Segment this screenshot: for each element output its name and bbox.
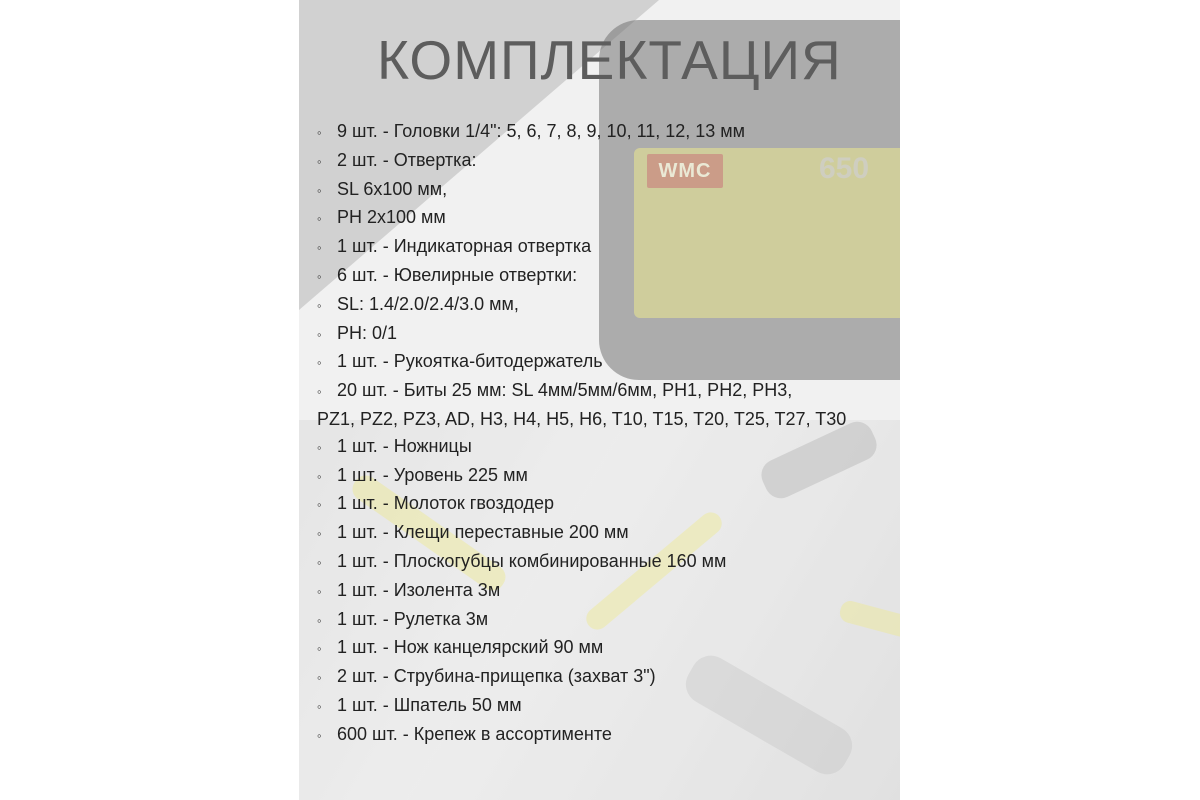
list-item-text: 1 шт. - Изолента 3м [337, 579, 501, 600]
bullet-icon: ◦ [317, 153, 322, 169]
list-item [317, 147, 897, 176]
list-item-text: 6 шт. - Ювелирные отвертки: [337, 264, 578, 285]
brand-logo: WMC [647, 154, 723, 188]
list-item [317, 320, 897, 349]
list-item [317, 233, 897, 262]
list-item [317, 490, 897, 519]
list-item [317, 721, 897, 750]
list-item-text: 600 шт. - Крепеж в ассортименте [337, 723, 612, 744]
list-item-text: SL 6х100 мм, [337, 178, 448, 199]
bullet-icon: ◦ [317, 727, 322, 743]
bullet-icon: ◦ [317, 670, 322, 686]
list-item [317, 262, 897, 291]
list-item [317, 519, 897, 548]
list-item-text: 1 шт. - Уровень 225 мм [337, 464, 528, 485]
bullet-icon: ◦ [317, 182, 322, 198]
list-item [317, 462, 897, 491]
bullet-icon: ◦ [317, 268, 322, 284]
list-item [317, 548, 897, 577]
list-item [317, 348, 897, 377]
list-item-text: PH: 0/1 [337, 322, 398, 343]
list-item-text: PH 2х100 мм [337, 207, 446, 228]
list-item [317, 433, 897, 462]
list-item-text: 1 шт. - Рукоятка-битодержатель [337, 351, 603, 372]
bullet-icon: ◦ [317, 698, 322, 714]
piece-count-label: 650 [819, 152, 870, 185]
product-info-card [299, 0, 900, 800]
list-item [317, 118, 897, 147]
bullet-icon: ◦ [317, 439, 322, 455]
list-item-text: 2 шт. - Струбина-прищепка (захват 3") [337, 666, 656, 687]
list-item-text: 2 шт. - Отвертка: [337, 149, 477, 170]
list-item [317, 663, 897, 692]
bullet-icon: ◦ [317, 497, 322, 513]
bullet-icon: ◦ [317, 583, 322, 599]
contents-list [317, 118, 897, 750]
list-item-text: 9 шт. - Головки 1/4": 5, 6, 7, 8, 9, 10, 11, 12, 13 мм [337, 121, 746, 141]
list-item [317, 577, 897, 606]
list-item-text: 1 шт. - Молоток гвоздодер [337, 493, 554, 514]
bullet-icon: ◦ [317, 355, 322, 371]
bullet-icon: ◦ [317, 526, 322, 542]
bullet-icon: ◦ [317, 384, 322, 400]
list-item-continuation: PZ1, PZ2, PZ3, AD, H3, H4, H5, H6, T10, T15, T20, T25, T27, T30 [317, 408, 847, 429]
bullet-icon: ◦ [317, 297, 322, 313]
bullet-icon: ◦ [317, 554, 322, 570]
bullet-icon: ◦ [317, 326, 322, 342]
bullet-icon: ◦ [317, 211, 322, 227]
list-item-text: 1 шт. - Рулетка 3м [337, 608, 489, 629]
list-item-text: 1 шт. - Клещи переставные 200 мм [337, 522, 629, 543]
list-item-text: SL: 1.4/2.0/2.4/3.0 мм, [337, 293, 519, 314]
list-item [317, 634, 897, 663]
list-item-text: 1 шт. - Шпатель 50 мм [337, 694, 522, 715]
list-item [317, 692, 897, 721]
bullet-icon: ◦ [317, 641, 322, 657]
list-item [317, 176, 897, 205]
list-item [317, 291, 897, 320]
list-item-text: 1 шт. - Нож канцелярский 90 мм [337, 637, 604, 658]
list-item-text: 1 шт. - Ножницы [337, 435, 472, 456]
list-item-text: 1 шт. - Индикаторная отвертка [337, 236, 592, 257]
page-title: КОМПЛЕКТАЦИЯ [377, 29, 842, 91]
list-item-text: 1 шт. - Плоскогубцы комбинированные 160 мм [337, 550, 727, 571]
bullet-icon: ◦ [317, 468, 322, 484]
list-item [317, 204, 897, 233]
list-item-text: 20 шт. - Биты 25 мм: SL 4мм/5мм/6мм, PH1, PH2, PH3, [337, 380, 793, 401]
bullet-icon: ◦ [317, 125, 322, 140]
list-item [317, 606, 897, 635]
list-item [317, 377, 897, 406]
bullet-icon: ◦ [317, 240, 322, 256]
bullet-icon: ◦ [317, 612, 322, 628]
